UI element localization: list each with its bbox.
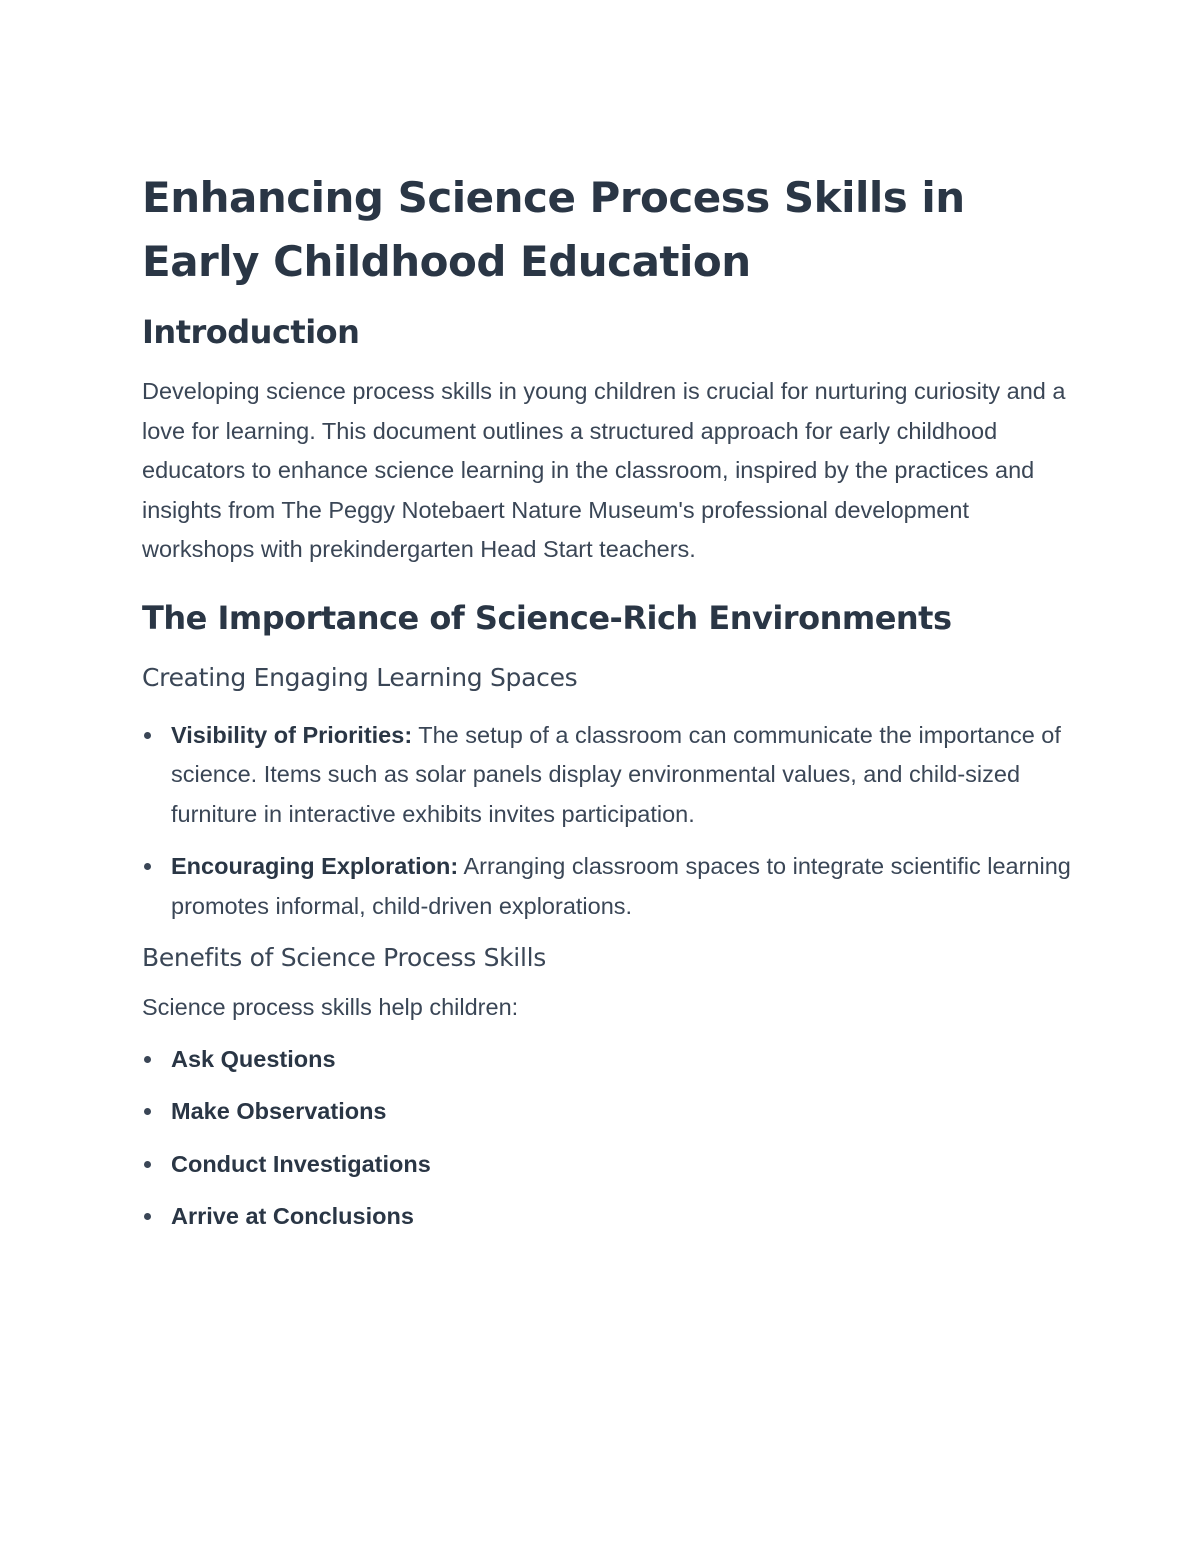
list-item (142, 1197, 1072, 1237)
list-item-text: Arranging classroom spaces to integrate scientific learning promotes informal, child-driven explorations. (171, 853, 1071, 919)
skill-label: Ask Questions (171, 1045, 336, 1072)
list-item-label: Encouraging Exploration: (171, 853, 459, 879)
document-page (142, 166, 1072, 1250)
list-item (142, 1145, 1072, 1185)
list-item (142, 1092, 1072, 1132)
skill-label: Make Observations (171, 1098, 387, 1124)
list-item (142, 1040, 1072, 1080)
introduction-paragraph: Developing science process skills in young children is crucial for nurturing curiosity and a love for learning. This document outlines a structured approach for early childhood educators to enhance science learning in the classroom, inspired by the practices and insights from The Peggy Notebaert Nature Museum's professional development workshops with prekindergarten Head Start teachers. (142, 378, 1066, 562)
list-item (142, 716, 1072, 835)
list-item-label: Visibility of Priorities: (171, 721, 413, 748)
skill-label: Arrive at Conclusions (171, 1203, 414, 1229)
list-item-text: The setup of a classroom can communicate the importance of science. Items such as solar panels display environmental values, and child-sized furniture in interactive exhibits invites participation. (171, 721, 1061, 827)
skill-label: Conduct Investigations (171, 1150, 431, 1177)
benefits-intro: Science process skills help children: (142, 994, 519, 1020)
introduction-heading: Introduction (142, 313, 360, 351)
list-item (142, 847, 1072, 926)
bullet-icon (144, 1161, 151, 1168)
document-title: Enhancing Science Process Skills in Early Childhood Education (142, 173, 965, 286)
benefits-heading: Benefits of Science Process Skills (142, 943, 546, 972)
bullet-icon (144, 1213, 151, 1220)
importance-heading: The Importance of Science-Rich Environments (142, 598, 952, 637)
skills-list (142, 1040, 1072, 1237)
learning-spaces-heading: Creating Engaging Learning Spaces (142, 662, 578, 692)
bullet-icon (144, 1056, 151, 1063)
learning-spaces-list (142, 716, 1072, 927)
bullet-icon (144, 1108, 151, 1115)
bullet-icon (144, 863, 151, 870)
bullet-icon (144, 732, 151, 739)
